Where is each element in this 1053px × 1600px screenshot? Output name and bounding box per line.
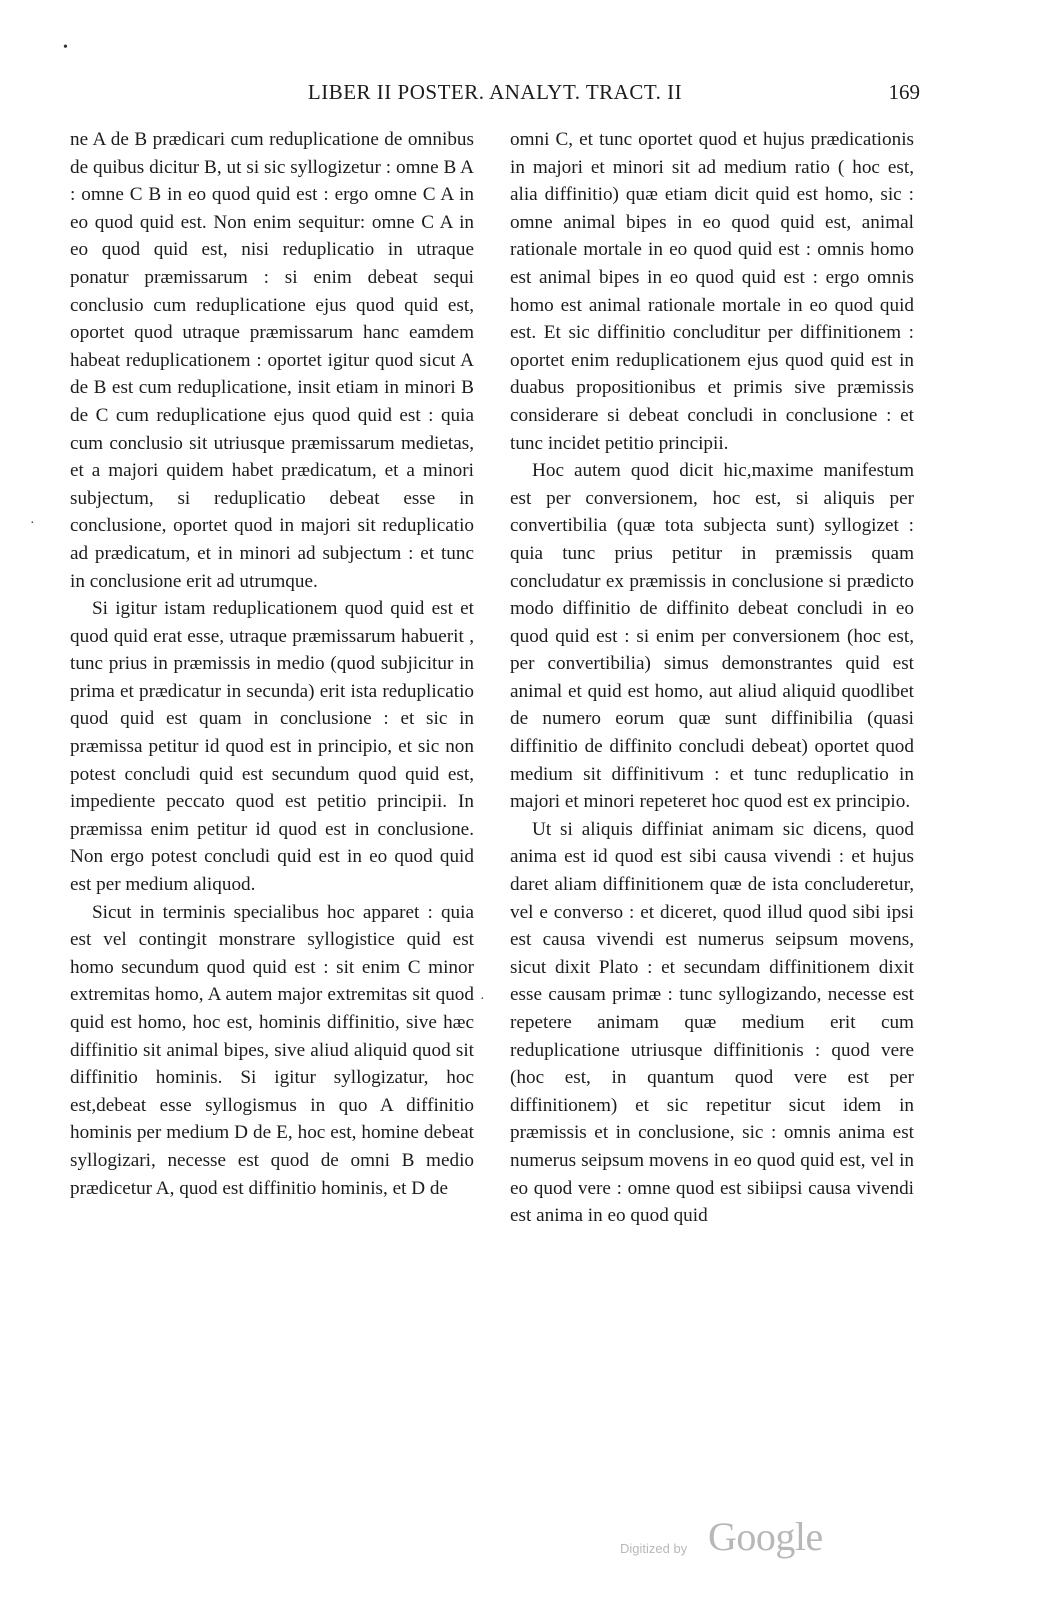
scan-speck: · (480, 992, 485, 1007)
page-header (70, 80, 920, 110)
google-logo: Google (708, 1514, 823, 1559)
left-column (70, 126, 474, 1202)
scan-speck: • (63, 40, 68, 55)
watermark-text: Digitized by (620, 1541, 688, 1556)
paragraph: Ut si aliquis diffiniat animam sic dicens, quod anima est id quod est sibi causa vivendi : et hujus daret aliam diffinitionem quæ de ista concluderetur, vel e converso : et diceret, quod illud quod sibi ipsi est causa vivendi est numerus seipsum movens, sicut dixit Plato : et secundam diffinitionem dixit esse causam primæ : tunc syllogizando, necesse est repetere animam quæ medium erit cum reduplicatione utriusque diffinitionis : quod vere (hoc est, in quantum quod vere est per diffinitionem) et sic repetitur sicut idem in præmissis et in conclusione, sic : omnis anima est numerus seipsum movens in eo quod quid est, vel in eo quod vere : omne quod est sibiipsi causa vivendi est anima in eo quod quid (510, 818, 914, 1227)
paragraph: omni C, et tunc oportet quod et hujus prædicationis in majori et minori sit ad medium ratio ( hoc est, alia diffinitio) quæ etiam dicit quid est homo, sic : omne animal bipes in eo quod quid est, animal rationale mortale in eo quod quid est : omnis homo est animal bipes in eo quod quid est : ergo omnis homo est animal rationale mortale in eo quod quid est. Et sic diffinitio concluditur per diffinitionem : oportet enim reduplicationem ejus quod quid est in duabus propositionibus et primis sive præmissis considerare si debeat concludi in conclusione : et tunc incidet petitio principii. (510, 129, 914, 454)
paragraph: Hoc autem quod dicit hic,maxime manifestum est per conversionem, hoc est, si aliquis per convertibilia (quæ tota subjecta sunt) syllogizet : quia tunc prius petitur in præmissis quam concludatur ex præmissis in conclusione si prædicto modo diffinitio de diffinito debeat concludi in eo quod quid est : si enim per conversionem (hoc est, per convertibilia) simus demonstrantes quid est animal et quid est homo, aut aliud aliquid quodlibet de numero eorum quæ sunt diffinibilia (quasi diffinitio de diffinito concludi debeat) oportet quod medium sit diffinitivum : et tunc reduplicatio in majori et minori repeteret hoc quod est ex principio. (510, 460, 914, 813)
digitized-watermark (620, 1510, 840, 1560)
paragraph: Si igitur istam reduplicationem quod quid est et quod quid erat esse, utraque præmissarum habuerit , tunc prius in præmissis in medio (quod subjicitur in prima et prædicatur in secunda) erit ista reduplicatio quod quid est quam in conclusione : et sic in præmissa petitur id quod est in principio, et sic non potest concludi quid est secundum quod quid est, impediente peccato quod est petitio principii. In præmissa enim petitur id quod est in conclusione. Non ergo potest concludi quid est in eo quod quid est per medium aliquod. (70, 598, 474, 896)
paragraph: ne A de B prædicari cum reduplicatione de omnibus de quibus dicitur B, ut si sic syllogizetur : omne B A : omne C B in eo quod quid est : ergo omne C A in eo quod quid est. Non enim sequitur: omne C A in eo quod quid est, nisi reduplicatio in utraque ponatur præmissarum : si enim debeat sequi conclusio cum reduplicatione ejus quod quid est, oportet quod utraque præmissarum hanc eamdem habeat reduplicationem : oportet igitur quod sicut A de B est cum reduplicatione, insit etiam in minori B de C cum reduplicatione ejus quod quid est : quia cum conclusio sit utriusque præmissarum medietas, et a majori quidem habet prædicatum, et a minori subjectum, si reduplicatio debeat esse in conclusione, oportet quod in majori sit reduplicatio ad prædicatum, et in minori ad subjectum : et tunc in conclusione erit ad utrumque. (70, 129, 474, 592)
scan-speck: · (30, 516, 35, 531)
page-number: 169 (888, 80, 920, 104)
running-head: LIBER II POSTER. ANALYT. TRACT. II (307, 80, 683, 104)
right-column (510, 126, 914, 1230)
paragraph: Sicut in terminis specialibus hoc apparet : quia est vel contingit monstrare syllogistice quid est homo secundum quod quid est : sit enim C minor extremitas homo, A autem major extremitas sit quod quid est homo, hoc est, hominis diffinitio, sive hæc diffinitio sit animal bipes, sive aliud aliquid quod sit diffinitio hominis. Si igitur syllogizatur, hoc est,debeat esse syllogismus in quo A diffinitio hominis per medium D de E, hoc est, homine debeat syllogizari, necesse est quod de omni B medio prædicetur A, quod est diffinitio hominis, et D de (70, 901, 474, 1199)
